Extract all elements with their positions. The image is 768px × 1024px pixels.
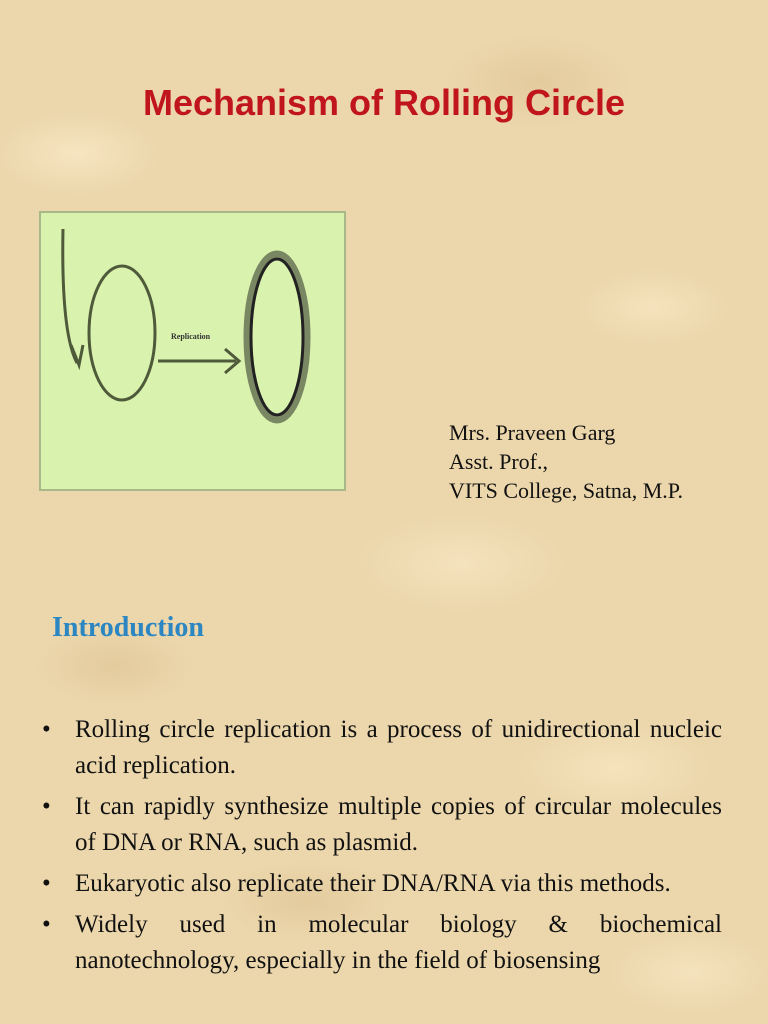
replicated-circle-inner [251, 259, 303, 415]
rolling-circle-illustration [41, 213, 344, 489]
bullet-text: It can rapidly synthesize multiple copies of circular molecules of DNA or RNA, such as plasmid. [75, 793, 722, 856]
list-item [40, 789, 722, 861]
list-item [40, 866, 722, 902]
slide-title: Mechanism of Rolling Circle [142, 82, 626, 123]
list-item [40, 907, 722, 979]
section-heading: Introduction [52, 612, 204, 643]
bullet-marker: • [42, 793, 51, 820]
author-institution: VITS College, Satna, M.P. [449, 478, 684, 503]
bullet-text: Rolling circle replication is a process of unidirectional nucleic acid replication. [75, 716, 722, 779]
bullet-marker: • [42, 716, 51, 743]
author-info [449, 418, 683, 505]
entry-arrow-line [63, 229, 77, 363]
template-circle [89, 266, 155, 400]
bullet-list [40, 712, 722, 984]
list-item [40, 712, 722, 784]
bullet-text: Eukaryotic also replicate their DNA/RNA via this methods. [75, 870, 671, 897]
bullet-marker: • [42, 870, 51, 897]
replicated-circle-outer [247, 254, 307, 420]
bullet-marker: • [42, 911, 51, 938]
replication-arrow-label: Replication [171, 332, 211, 341]
author-name: Mrs. Praveen Garg [449, 420, 616, 445]
bullet-text: Widely used in molecular biology & biochemical nanotechnology, especially in the field of biosensing [75, 911, 722, 974]
author-position: Asst. Prof., [449, 449, 549, 474]
replication-diagram [39, 211, 346, 491]
